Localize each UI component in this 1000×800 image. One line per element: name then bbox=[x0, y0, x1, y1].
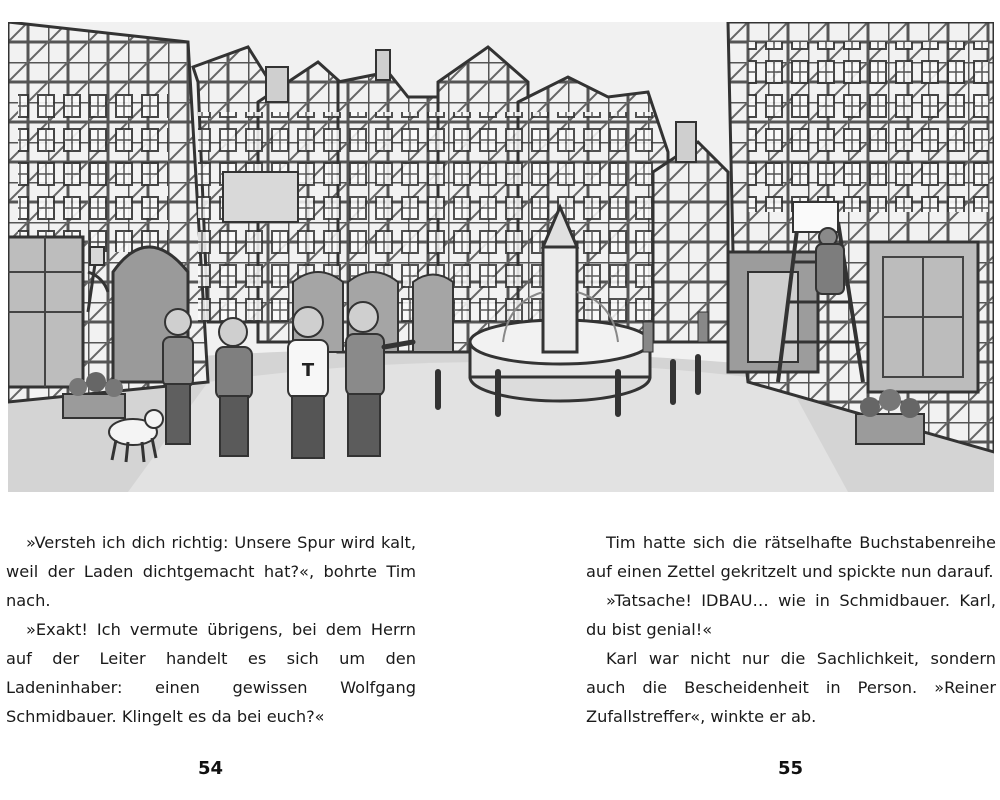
right-building bbox=[728, 22, 994, 452]
left-page-text bbox=[6, 528, 416, 731]
right-paragraph-2: »Tatsache! IDBAU… wie in Schmidbauer. Karl, du bist genial!« bbox=[586, 591, 996, 639]
right-paragraph-1: Tim hatte sich die rätselhafte Buchstabenreihe auf einen Zettel gekritzelt und spickte nun darauf. bbox=[586, 533, 996, 581]
left-paragraph-1: »Versteh ich dich richtig: Unsere Spur wird kalt, weil der Laden dichtgemacht hat?«, bohrte Tim nach. bbox=[6, 533, 416, 610]
right-paragraph-3: Karl war nicht nur die Sachlichkeit, sondern auch die Bescheidenheit in Person. »Reiner Zufallstreffer«, winkte er ab. bbox=[586, 649, 996, 726]
right-page-text bbox=[586, 528, 996, 731]
center-buildings bbox=[193, 47, 728, 352]
page-number-left: 54 bbox=[198, 758, 224, 779]
kid-girl bbox=[163, 309, 193, 444]
left-paragraph-2: »Exakt! Ich vermute übrigens, bei dem Herrn auf der Leiter handelt es sich um den Ladeninhaber: einen gewissen Wolfgang Schmidbauer. Klingelt es da bei euch?« bbox=[6, 620, 416, 726]
kid-tim bbox=[288, 307, 328, 458]
shirt-letter: T bbox=[301, 360, 315, 381]
page-number-right: 55 bbox=[778, 758, 804, 779]
town-square-illustration bbox=[8, 22, 994, 492]
